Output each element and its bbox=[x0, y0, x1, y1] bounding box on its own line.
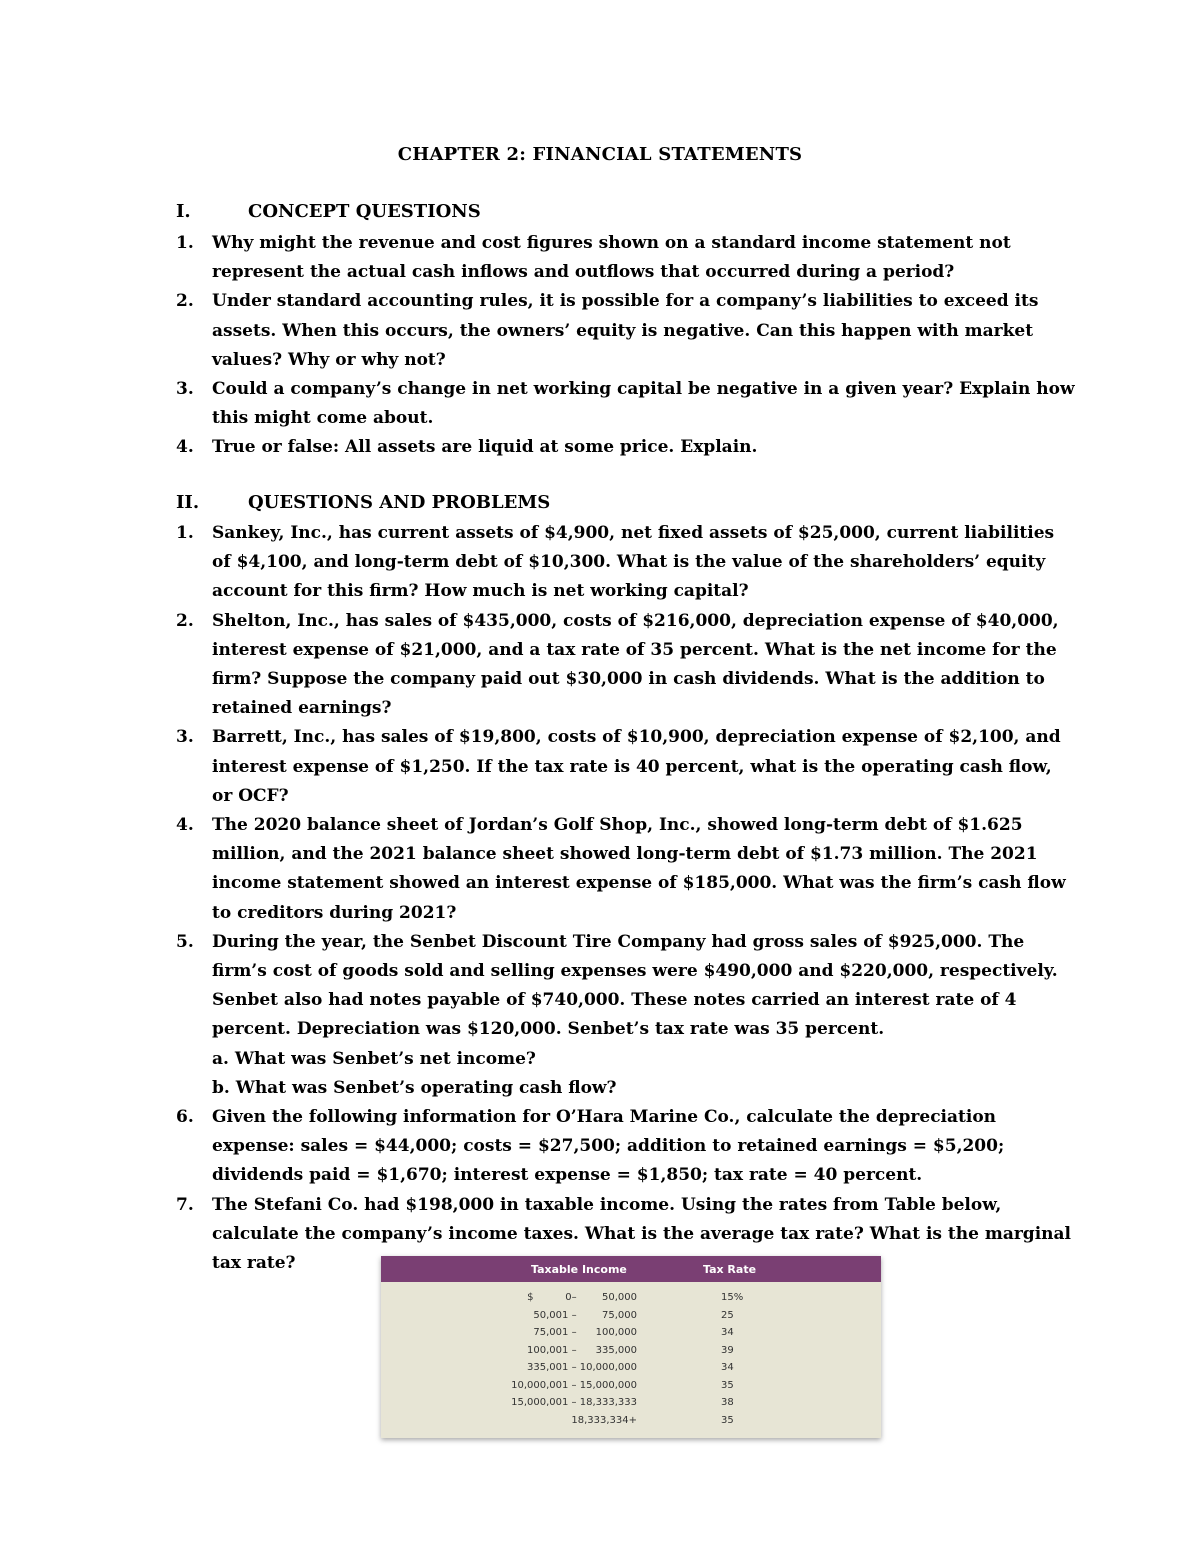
section-title: QUESTIONS AND PROBLEMS bbox=[248, 492, 551, 513]
list-item bbox=[176, 811, 1076, 928]
tax-rate-value: 38 bbox=[721, 1397, 734, 1408]
tax-rate-value: 15% bbox=[721, 1292, 744, 1303]
tax-rate-value: 35 bbox=[721, 1379, 734, 1391]
list-item bbox=[176, 928, 1076, 1103]
list-item bbox=[176, 229, 1076, 287]
list-item bbox=[176, 723, 1076, 811]
item-text: Given the following information for O’Hara Marine Co., calculate the depreciation expense: sales = $44,000; costs = $27,500; addition to retained earnings = $5,200; dividends paid = $1,670; interest expense = $1,850; tax rate = 40 percent. bbox=[212, 1107, 1005, 1186]
tax-table-body bbox=[381, 1292, 881, 1432]
header-taxable-income: Taxable Income bbox=[531, 1263, 627, 1276]
tax-rate-value: 34 bbox=[721, 1362, 734, 1373]
item-text: Shelton, Inc., has sales of $435,000, costs of $216,000, depreciation expense of $40,000, interest expense of $21,000, and a tax rate of 35 percent. What is the net income for the firm? Suppose the company paid out $30,000 in cash dividends. What is the addition to retained earnings? bbox=[212, 610, 1059, 719]
item-text: During the year, the Senbet Discount Tire Company had gross sales of $925,000. The firm’s cost of goods sold and selling expenses were $490,000 and $220,000, respectively. Senbet also had notes payable of $740,000. These notes carried an interest rate of 4 percent. Depreciation was $120,000. Senbet’s tax rate was 35 percent. bbox=[212, 931, 1058, 1040]
item-text: b. What was Senbet’s operating cash flow? bbox=[212, 1077, 617, 1098]
item-number: 4. bbox=[176, 437, 194, 458]
item-number: 3. bbox=[176, 379, 194, 400]
list-item bbox=[176, 433, 1076, 462]
list-item bbox=[176, 287, 1076, 375]
section-concept-heading bbox=[176, 201, 481, 222]
item-number: 3. bbox=[176, 727, 194, 748]
income-bracket: 18,333,334+ bbox=[571, 1414, 637, 1426]
item-number: 1. bbox=[176, 233, 194, 253]
table-row bbox=[381, 1415, 881, 1433]
income-bracket: 100,001 – 335,000 bbox=[527, 1344, 637, 1356]
section-number: II. bbox=[176, 492, 200, 513]
tax-rate-value: 35 bbox=[721, 1414, 734, 1426]
table-row bbox=[381, 1292, 881, 1310]
item-number: 6. bbox=[176, 1107, 194, 1128]
item-text: Could a company’s change in net working capital be negative in a given year? Explain how this might come about. bbox=[212, 379, 1075, 429]
item-text: The Stefani Co. had $198,000 in taxable income. Using the rates from Table below, calculate the company’s income taxes. What is the average tax rate? What is the marginal tax rate? bbox=[212, 1194, 1071, 1274]
list-item bbox=[176, 607, 1076, 724]
list-item bbox=[176, 519, 1076, 607]
list-item bbox=[176, 1103, 1076, 1191]
income-bracket: 10,000,001 – 15,000,000 bbox=[511, 1379, 637, 1391]
table-row bbox=[381, 1397, 881, 1415]
list-item bbox=[176, 375, 1076, 433]
income-bracket: 15,000,001 – 18,333,333 bbox=[511, 1397, 637, 1408]
table-row bbox=[381, 1362, 881, 1380]
section-problems-heading bbox=[176, 492, 550, 513]
item-text: a. What was Senbet’s net income? bbox=[212, 1048, 536, 1069]
section-title: CONCEPT QUESTIONS bbox=[248, 201, 481, 222]
item-number: 2. bbox=[176, 610, 194, 631]
item-number: 4. bbox=[176, 815, 194, 836]
tax-rate-table bbox=[381, 1256, 881, 1438]
header-tax-rate: Tax Rate bbox=[703, 1263, 757, 1276]
income-bracket: $ 0– 50,000 bbox=[527, 1292, 637, 1303]
income-bracket: 50,001 – 75,000 bbox=[533, 1309, 637, 1321]
tax-table-header bbox=[381, 1256, 881, 1282]
item-number: 2. bbox=[176, 291, 194, 312]
section-number: I. bbox=[176, 201, 191, 222]
table-row bbox=[381, 1345, 881, 1363]
item-text: Why might the revenue and cost figures shown on a standard income statement not represent the actual cash inflows and outflows that occurred during a period? bbox=[212, 233, 1011, 283]
item-text: Under standard accounting rules, it is possible for a company’s liabilities to exceed its assets. When this occurs, the owners’ equity is negative. Can this happen with market values? Why or why not? bbox=[212, 291, 1039, 370]
page-title: CHAPTER 2: FINANCIAL STATEMENTS bbox=[397, 144, 803, 165]
item-text: The 2020 balance sheet of Jordan’s Golf Shop, Inc., showed long-term debt of $1.625 million, and the 2021 balance sheet showed long-term debt of $1.73 million. The 2021 income statement showed an interest expense of $185,000. What was the firm’s cash flow to creditors during 2021? bbox=[212, 815, 1066, 923]
table-row bbox=[381, 1310, 881, 1328]
table-row bbox=[381, 1327, 881, 1345]
item-number: 7. bbox=[176, 1194, 194, 1215]
table-row bbox=[381, 1380, 881, 1398]
item-number: 1. bbox=[176, 523, 194, 543]
item-number: 5. bbox=[176, 931, 194, 952]
tax-rate-value: 25 bbox=[721, 1309, 734, 1321]
concept-questions-list bbox=[176, 229, 1076, 463]
tax-rate-value: 34 bbox=[721, 1327, 734, 1338]
item-text: Barrett, Inc., has sales of $19,800, costs of $10,900, depreciation expense of $2,100, and interest expense of $1,250. If the tax rate is 40 percent, what is the operating cash flow, or OCF? bbox=[212, 727, 1061, 806]
item-text: Sankey, Inc., has current assets of $4,900, net fixed assets of $25,000, current liabilities of $4,100, and long-term debt of $10,300. What is the value of the shareholders’ equity account for this firm? How much is net working capital? bbox=[212, 523, 1055, 602]
income-bracket: 75,001 – 100,000 bbox=[533, 1327, 637, 1338]
item-text: True or false: All assets are liquid at some price. Explain. bbox=[212, 437, 758, 458]
income-bracket: 335,001 – 10,000,000 bbox=[527, 1362, 637, 1373]
problems-list bbox=[176, 519, 1076, 1278]
tax-rate-value: 39 bbox=[721, 1344, 734, 1356]
